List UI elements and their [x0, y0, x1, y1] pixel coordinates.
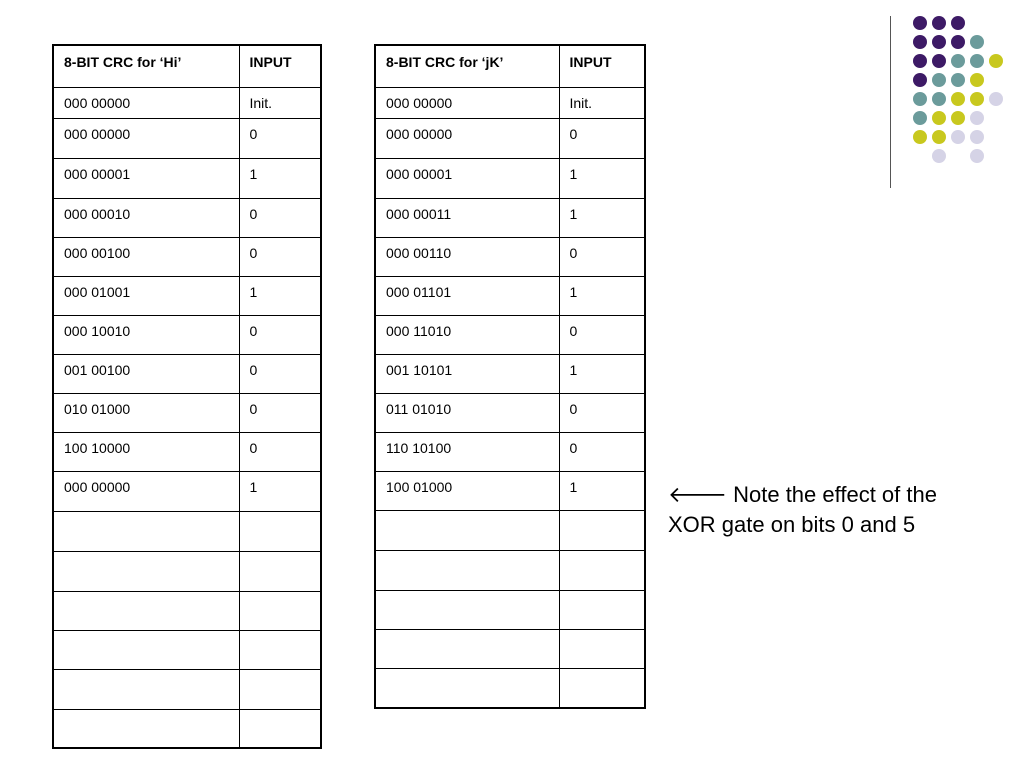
note-line-2: XOR gate on bits 0 and 5 [668, 512, 916, 537]
input-cell [559, 510, 645, 550]
decorative-dot [932, 111, 946, 125]
crc-cell: 000 00000 [53, 118, 239, 158]
input-cell: 0 [559, 393, 645, 432]
table-row [53, 471, 321, 511]
table-row [375, 276, 645, 315]
decorative-dot [951, 35, 965, 49]
decorative-dot [913, 73, 927, 87]
decorative-dot [932, 130, 946, 144]
input-cell: 1 [559, 471, 645, 510]
crc-cell: 001 00100 [53, 354, 239, 393]
input-cell: 0 [239, 237, 321, 276]
crc-table-jk [374, 44, 646, 709]
decorative-dot [932, 35, 946, 49]
table-row [53, 198, 321, 237]
left-arrow-icon: 🡐 [668, 482, 727, 507]
decorative-dot [970, 73, 984, 87]
crc-cell: 000 00011 [375, 198, 559, 237]
table-row [375, 471, 645, 510]
input-cell [559, 550, 645, 590]
table-row [53, 87, 321, 118]
crc-cell: 000 00001 [375, 158, 559, 198]
decorative-dot [913, 130, 927, 144]
decorative-dot [951, 111, 965, 125]
crc-cell: 000 01101 [375, 276, 559, 315]
decorative-dot [951, 16, 965, 30]
crc-cell: 010 01000 [53, 393, 239, 432]
crc-cell: 000 11010 [375, 315, 559, 354]
decorative-dot [932, 16, 946, 30]
input-cell [559, 590, 645, 629]
input-cell: Init. [239, 87, 321, 118]
input-cell: 0 [239, 198, 321, 237]
table-row [53, 511, 321, 551]
crc-cell [375, 550, 559, 590]
table-row [375, 315, 645, 354]
input-cell: 0 [559, 315, 645, 354]
crc-cell [375, 629, 559, 668]
input-cell: 0 [239, 393, 321, 432]
decorative-dot [913, 54, 927, 68]
input-cell: 1 [239, 276, 321, 315]
crc-cell: 000 00100 [53, 237, 239, 276]
input-cell: 1 [559, 198, 645, 237]
header-input: INPUT [239, 45, 321, 87]
table-row [375, 550, 645, 590]
decorative-dot [913, 111, 927, 125]
crc-cell: 000 00000 [53, 87, 239, 118]
crc-table-hi [52, 44, 322, 749]
table-row [375, 393, 645, 432]
crc-cell: 000 10010 [53, 315, 239, 354]
header-crc: 8-BIT CRC for ‘Hi’ [53, 45, 239, 87]
input-cell [239, 669, 321, 709]
table-row [53, 630, 321, 669]
input-cell: 0 [559, 432, 645, 471]
decorative-dot [989, 92, 1003, 106]
table-row [53, 237, 321, 276]
decorative-dot [913, 16, 927, 30]
table-row [53, 276, 321, 315]
decorative-dot-grid [910, 16, 1010, 166]
table-row [375, 354, 645, 393]
input-cell [239, 511, 321, 551]
input-cell: 0 [239, 315, 321, 354]
crc-cell: 000 01001 [53, 276, 239, 315]
crc-cell: 000 00001 [53, 158, 239, 198]
decorative-dot [951, 130, 965, 144]
crc-cell [375, 590, 559, 629]
decorative-dot [970, 92, 984, 106]
crc-cell [53, 669, 239, 709]
input-cell: 0 [239, 118, 321, 158]
table-row [375, 198, 645, 237]
table-row [53, 118, 321, 158]
input-cell [239, 709, 321, 748]
table-row [375, 87, 645, 118]
decorative-dot [932, 73, 946, 87]
crc-cell: 100 01000 [375, 471, 559, 510]
input-cell [559, 668, 645, 708]
table-row [375, 510, 645, 550]
note-line-1: Note the effect of the [727, 482, 937, 507]
input-cell: 0 [559, 118, 645, 158]
decorative-dot [970, 35, 984, 49]
table-row [53, 709, 321, 748]
input-cell [239, 551, 321, 591]
table-row [375, 237, 645, 276]
input-cell: 0 [239, 354, 321, 393]
crc-cell: 100 10000 [53, 432, 239, 471]
table-row [375, 629, 645, 668]
crc-cell: 011 01010 [375, 393, 559, 432]
table-row [53, 393, 321, 432]
table-row [53, 551, 321, 591]
decorative-dot [932, 92, 946, 106]
crc-cell: 000 00000 [375, 87, 559, 118]
decorative-dot [913, 35, 927, 49]
header-crc: 8-BIT CRC for ‘jK’ [375, 45, 559, 87]
crc-cell: 000 00110 [375, 237, 559, 276]
decorative-dot [970, 54, 984, 68]
input-cell: 1 [559, 354, 645, 393]
crc-cell: 001 10101 [375, 354, 559, 393]
decorative-dot [951, 73, 965, 87]
table-row [375, 432, 645, 471]
table-row [53, 315, 321, 354]
decorative-divider-line [890, 16, 891, 188]
decorative-dot [913, 92, 927, 106]
table-header-row [375, 45, 645, 87]
input-cell: 0 [239, 432, 321, 471]
crc-cell [375, 668, 559, 708]
table-row [53, 669, 321, 709]
decorative-dot [989, 54, 1003, 68]
table-row [53, 158, 321, 198]
crc-cell: 000 00000 [53, 471, 239, 511]
decorative-dot [970, 111, 984, 125]
table-row [53, 591, 321, 630]
crc-cell [53, 630, 239, 669]
input-cell: Init. [559, 87, 645, 118]
decorative-dot [932, 149, 946, 163]
table-row [375, 590, 645, 629]
table-row [53, 432, 321, 471]
input-cell [239, 591, 321, 630]
input-cell: 1 [559, 158, 645, 198]
crc-cell [53, 511, 239, 551]
decorative-dot [951, 92, 965, 106]
table-row [375, 118, 645, 158]
decorative-dot [970, 149, 984, 163]
crc-cell: 000 00000 [375, 118, 559, 158]
table-row [53, 354, 321, 393]
input-cell [239, 630, 321, 669]
crc-cell [375, 510, 559, 550]
crc-cell [53, 709, 239, 748]
input-cell [559, 629, 645, 668]
decorative-dot [970, 130, 984, 144]
decorative-dot [951, 54, 965, 68]
xor-note [668, 480, 998, 540]
crc-cell: 000 00010 [53, 198, 239, 237]
input-cell: 1 [239, 158, 321, 198]
crc-cell: 110 10100 [375, 432, 559, 471]
input-cell: 1 [239, 471, 321, 511]
table-row [375, 668, 645, 708]
table-row [375, 158, 645, 198]
input-cell: 1 [559, 276, 645, 315]
crc-cell [53, 551, 239, 591]
table-header-row [53, 45, 321, 87]
header-input: INPUT [559, 45, 645, 87]
input-cell: 0 [559, 237, 645, 276]
decorative-dot [932, 54, 946, 68]
crc-cell [53, 591, 239, 630]
